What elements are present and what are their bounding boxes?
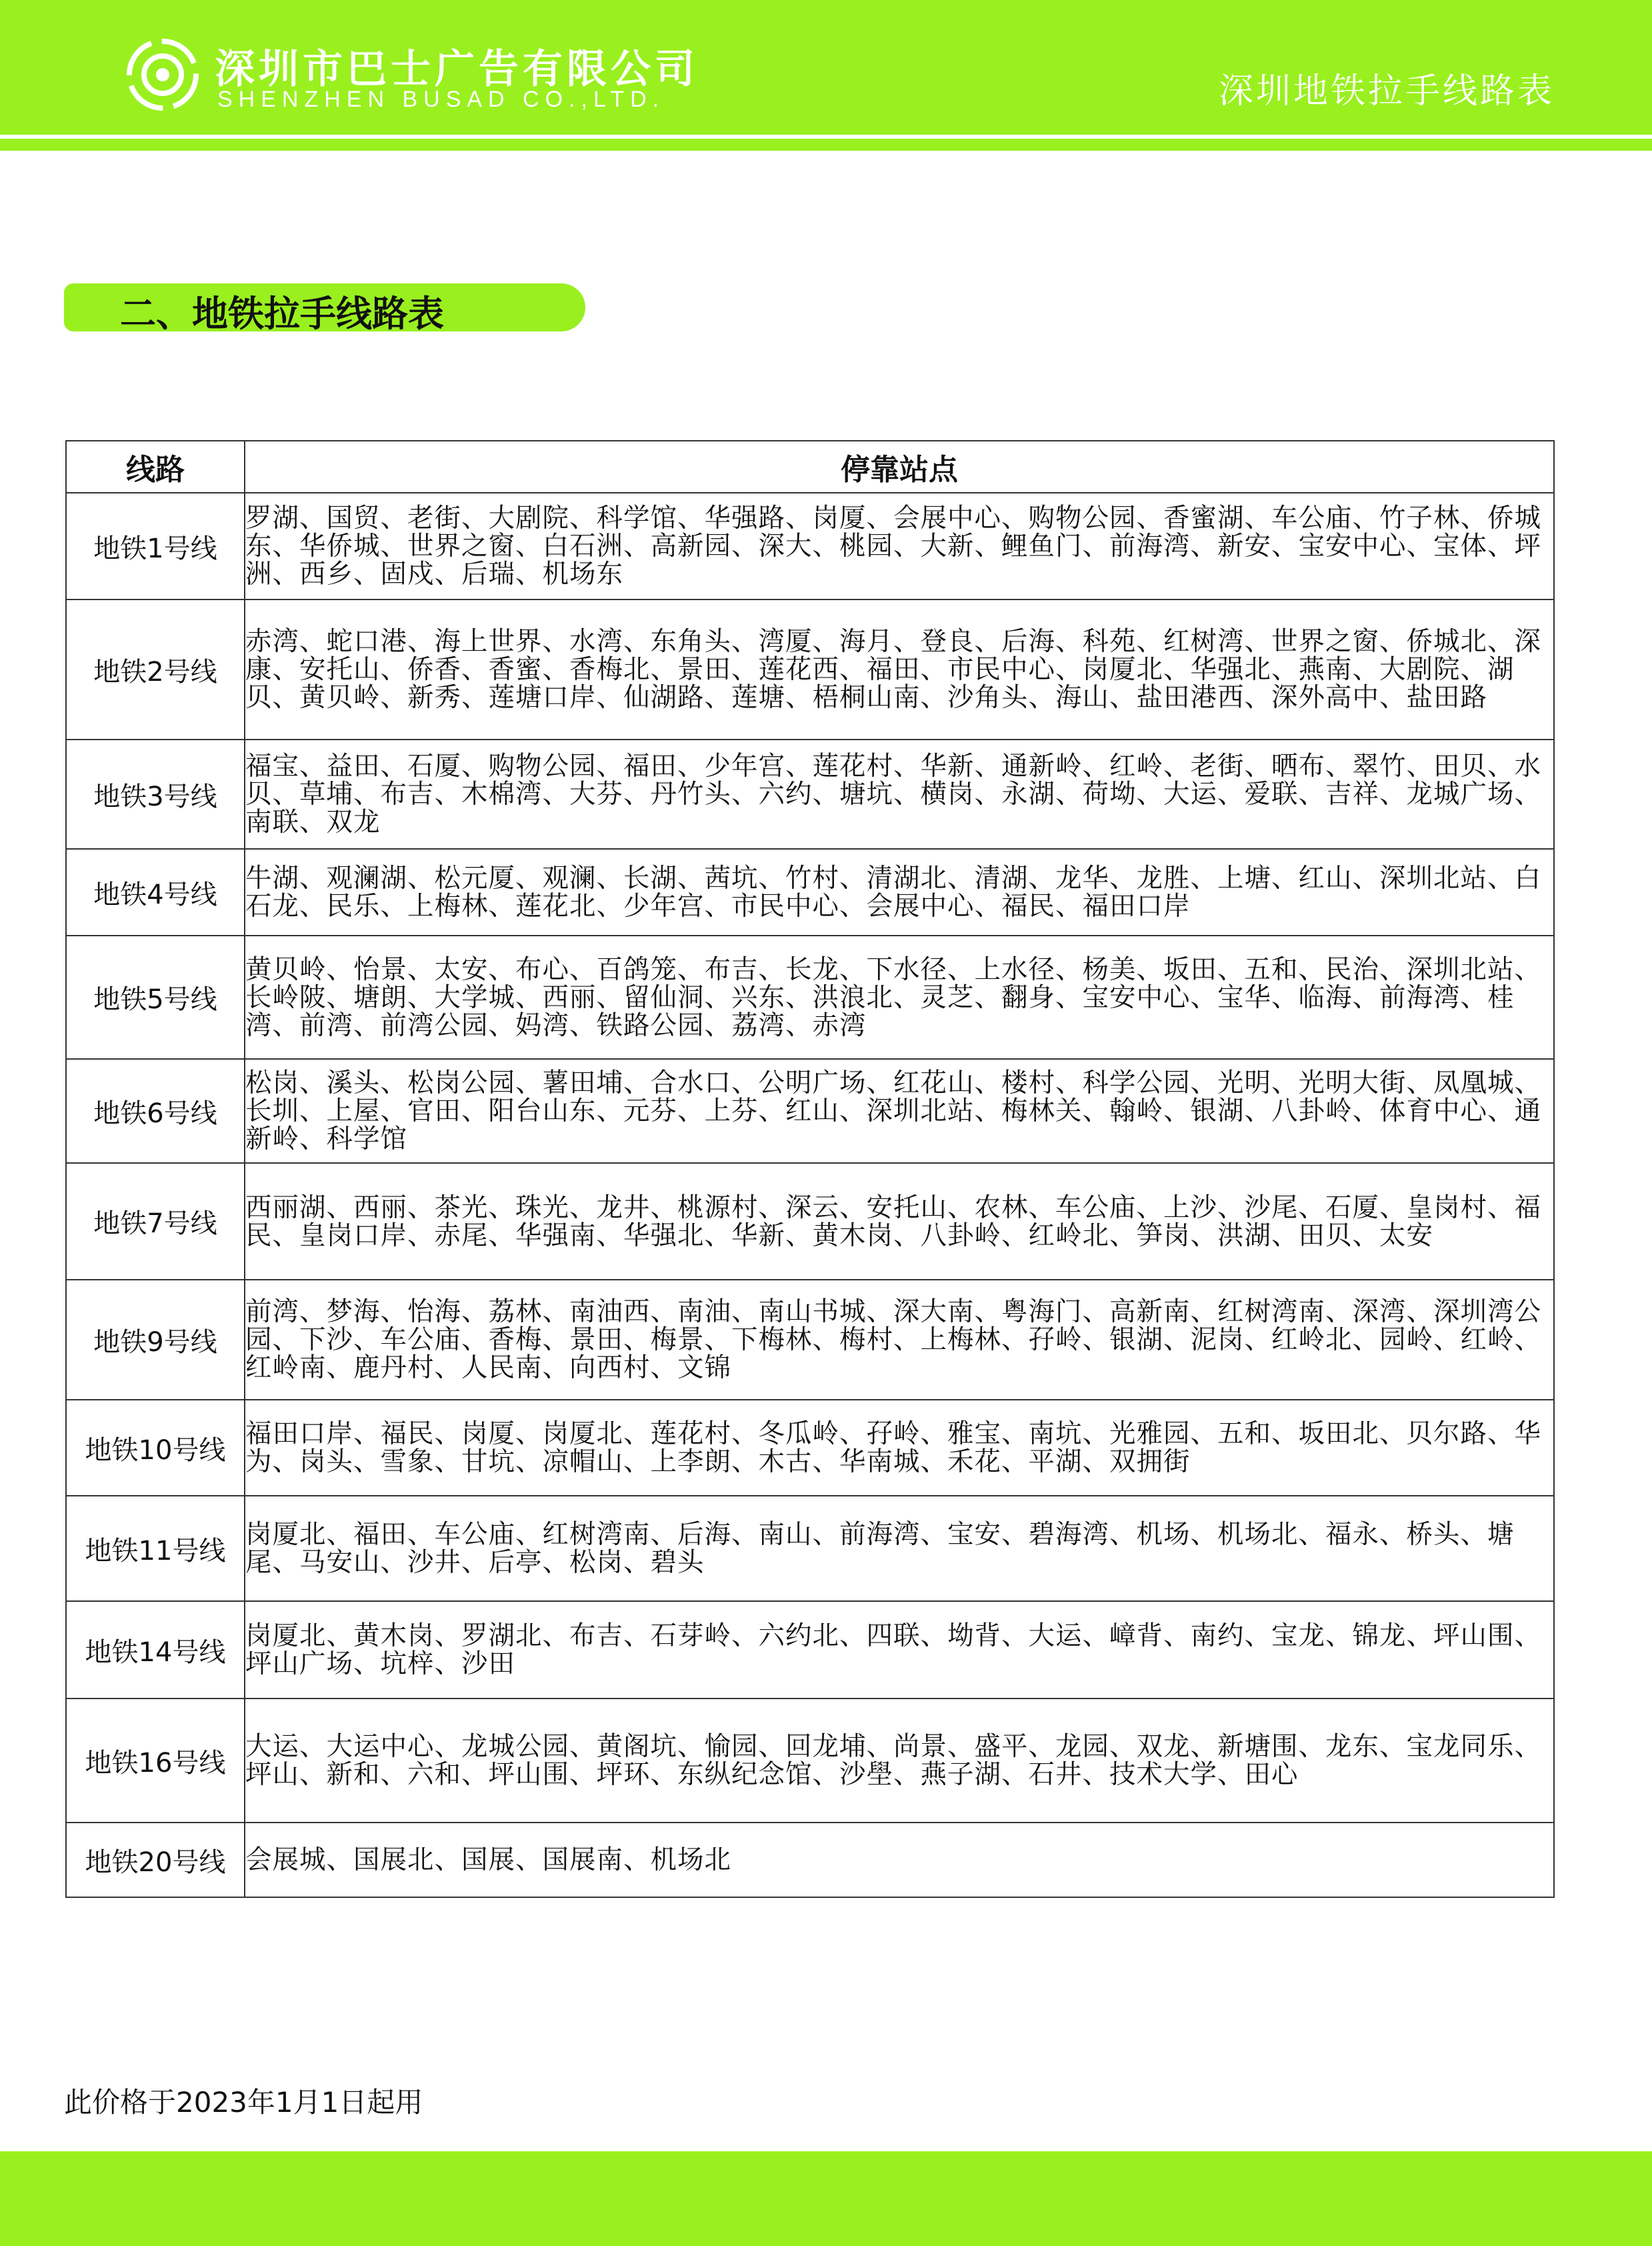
table-header-row: [66, 441, 1554, 493]
effective-date-note: 此价格于2023年1月1日起用: [64, 2086, 423, 2119]
line-name: 地铁3号线: [66, 740, 245, 849]
line-stops: 罗湖、国贸、老街、大剧院、科学馆、华强路、岗厦、会展中心、购物公园、香蜜湖、车公庙、竹子林、侨城东、华侨城、世界之窗、白石洲、高新园、深大、桃园、大新、鲤鱼门、前海湾、新安、宝安中心、宝体、坪洲、西乡、固戍、后瑞、机场东: [245, 493, 1554, 600]
line-name: 地铁16号线: [66, 1699, 245, 1823]
line-name: 地铁10号线: [66, 1400, 245, 1496]
table-row: [66, 600, 1554, 740]
table-row: [66, 1059, 1554, 1163]
line-stops: 大运、大运中心、龙城公园、黄阁坑、愉园、回龙埔、尚景、盛平、龙园、双龙、新塘围、龙东、宝龙同乐、坪山、新和、六和、坪山围、坪环、东纵纪念馆、沙壆、燕子湖、石井、技术大学、田心: [245, 1699, 1554, 1823]
line-name: 地铁7号线: [66, 1163, 245, 1280]
line-stops: 岗厦北、福田、车公庙、红树湾南、后海、南山、前海湾、宝安、碧海湾、机场、机场北、福永、桥头、塘尾、马安山、沙井、后亭、松岗、碧头: [245, 1496, 1554, 1601]
table-row: [66, 1601, 1554, 1699]
header-bar: [0, 0, 1652, 135]
line-stops: 会展城、国展北、国展、国展南、机场北: [245, 1823, 1554, 1897]
line-stops: 前湾、梦海、怡海、荔林、南油西、南油、南山书城、深大南、粤海门、高新南、红树湾南、深湾、深圳湾公园、下沙、车公庙、香梅、景田、梅景、下梅林、梅村、上梅林、孖岭、银湖、泥岗、红岭北、园岭、红岭、红岭南、鹿丹村、人民南、向西村、文锦: [245, 1280, 1554, 1400]
line-name: 地铁1号线: [66, 493, 245, 600]
line-stops: 牛湖、观澜湖、松元厦、观澜、长湖、茜坑、竹村、清湖北、清湖、龙华、龙胜、上塘、红山、深圳北站、白石龙、民乐、上梅林、莲花北、少年宫、市民中心、会展中心、福民、福田口岸: [245, 849, 1554, 936]
table-row: [66, 936, 1554, 1059]
table-row: [66, 493, 1554, 600]
line-stops: 福田口岸、福民、岗厦、岗厦北、莲花村、冬瓜岭、孖岭、雅宝、南坑、光雅园、五和、坂田北、贝尔路、华为、岗头、雪象、甘坑、凉帽山、上李朗、木古、华南城、禾花、平湖、双拥街: [245, 1400, 1554, 1496]
footer-bar: [0, 2151, 1652, 2246]
company-name-en: SHENZHEN BUSAD CO.,LTD.: [217, 87, 665, 112]
table-row: [66, 1163, 1554, 1280]
header-title: 深圳地铁拉手线路表: [1218, 71, 1555, 111]
table-row: [66, 1496, 1554, 1601]
table-row: [66, 1280, 1554, 1400]
column-header-line: 线路: [66, 441, 245, 493]
table-row: [66, 849, 1554, 936]
column-header-stops: 停靠站点: [245, 441, 1554, 493]
table-row: [66, 740, 1554, 849]
line-stops: 黄贝岭、怡景、太安、布心、百鸽笼、布吉、长龙、下水径、上水径、杨美、坂田、五和、民治、深圳北站、长岭陂、塘朗、大学城、西丽、留仙洞、兴东、洪浪北、灵芝、翻身、宝安中心、宝华、临海、前海湾、桂湾、前湾、前湾公园、妈湾、铁路公园、荔湾、赤湾: [245, 936, 1554, 1059]
table-row: [66, 1823, 1554, 1897]
line-name: 地铁6号线: [66, 1059, 245, 1163]
line-stops: 赤湾、蛇口港、海上世界、水湾、东角头、湾厦、海月、登良、后海、科苑、红树湾、世界之窗、侨城北、深康、安托山、侨香、香蜜、香梅北、景田、莲花西、福田、市民中心、岗厦北、华强北、燕南、大剧院、湖贝、黄贝岭、新秀、莲塘口岸、仙湖路、莲塘、梧桐山南、沙角头、海山、盐田港西、深外高中、盐田路: [245, 600, 1554, 740]
line-name: 地铁5号线: [66, 936, 245, 1059]
table-row: [66, 1699, 1554, 1823]
table-row: [66, 1400, 1554, 1496]
line-name: 地铁9号线: [66, 1280, 245, 1400]
line-name: 地铁20号线: [66, 1823, 245, 1897]
line-stops: 岗厦北、黄木岗、罗湖北、布吉、石芽岭、六约北、四联、坳背、大运、嶂背、南约、宝龙、锦龙、坪山围、坪山广场、坑梓、沙田: [245, 1601, 1554, 1699]
line-name: 地铁2号线: [66, 600, 245, 740]
section-title: 二、地铁拉手线路表: [120, 292, 444, 335]
line-name: 地铁14号线: [66, 1601, 245, 1699]
line-stops: 西丽湖、西丽、茶光、珠光、龙井、桃源村、深云、安托山、农林、车公庙、上沙、沙尾、石厦、皇岗村、福民、皇岗口岸、赤尾、华强南、华强北、华新、黄木岗、八卦岭、红岭北、笋岗、洪湖、田贝、太安: [245, 1163, 1554, 1280]
line-stops: 福宝、益田、石厦、购物公园、福田、少年宫、莲花村、华新、通新岭、红岭、老街、晒布、翠竹、田贝、水贝、草埔、布吉、木棉湾、大芬、丹竹头、六约、塘坑、横岗、永湖、荷坳、大运、爱联、吉祥、龙城广场、南联、双龙: [245, 740, 1554, 849]
route-table: [65, 440, 1555, 1898]
line-stops: 松岗、溪头、松岗公园、薯田埔、合水口、公明广场、红花山、楼村、科学公园、光明、光明大街、凤凰城、长圳、上屋、官田、阳台山东、元芬、上芬、红山、深圳北站、梅林关、翰岭、银湖、八卦岭、体育中心、通新岭、科学馆: [245, 1059, 1554, 1163]
line-name: 地铁4号线: [66, 849, 245, 936]
header-divider: [0, 139, 1652, 151]
company-name-cn: 深圳市巴士广告有限公司: [215, 46, 699, 93]
busad-logo-icon: [125, 37, 200, 112]
line-name: 地铁11号线: [66, 1496, 245, 1601]
